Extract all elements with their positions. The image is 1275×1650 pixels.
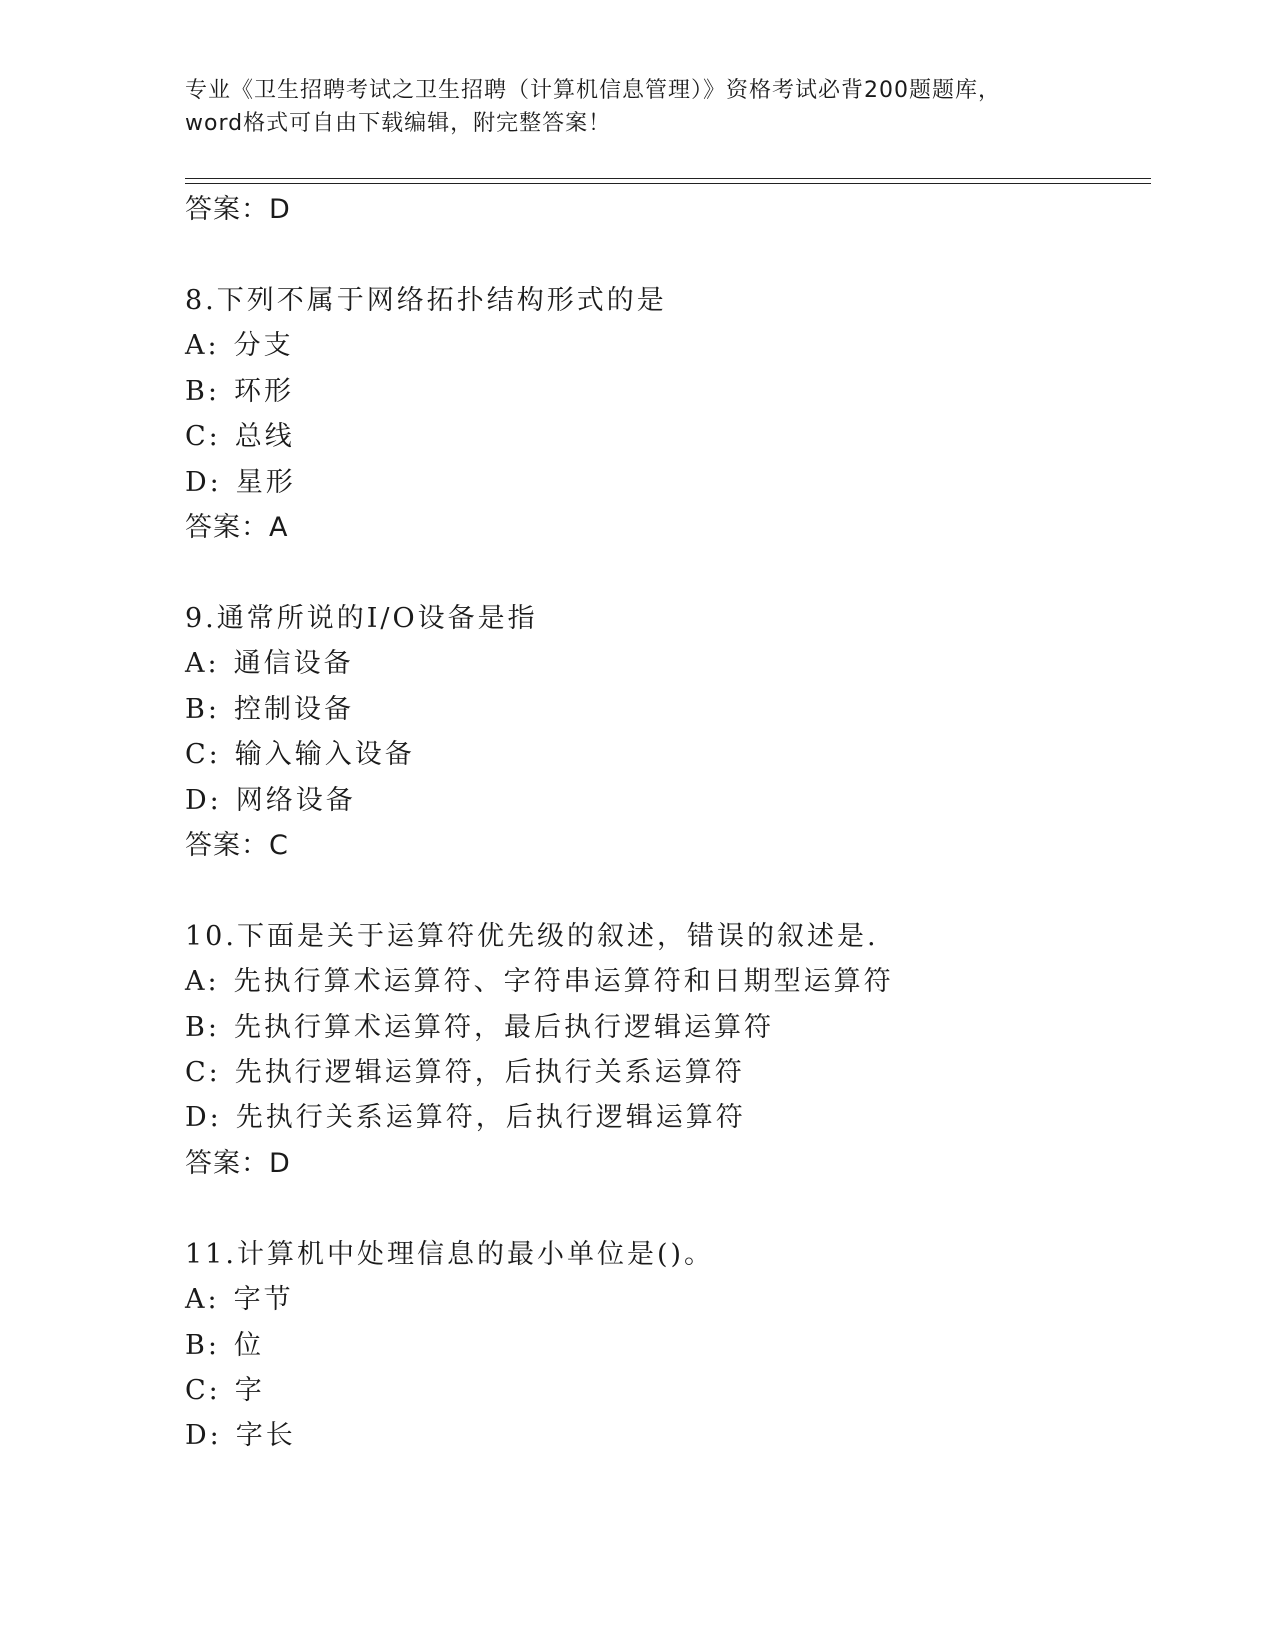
option-text: 控制设备 — [233, 693, 354, 725]
option-text: 网络设备 — [235, 784, 356, 816]
option-text: 星形 — [235, 466, 296, 498]
option-b — [185, 1323, 1145, 1368]
question-text: 10.下面是关于运算符优先级的叙述，错误的叙述是. — [185, 920, 879, 952]
option-letter: C: — [185, 739, 221, 771]
answer-line: 答案：A — [185, 511, 289, 543]
option-d — [185, 460, 1145, 505]
option-c — [185, 414, 1145, 459]
option-text: 位 — [233, 1329, 264, 1361]
header-rule-top — [185, 178, 1151, 179]
option-d — [185, 778, 1145, 823]
option-text: 先执行关系运算符，后执行逻辑运算符 — [235, 1102, 746, 1134]
option-text: 字 — [234, 1375, 265, 1407]
option-letter: C: — [185, 1057, 221, 1089]
option-letter: D: — [185, 466, 222, 498]
question-block — [185, 914, 1145, 1187]
option-text: 先执行算术运算符、字符串运算符和日期型运算符 — [233, 966, 894, 998]
option-a — [185, 959, 1145, 1004]
option-letter: D: — [185, 1102, 222, 1134]
question-text: 11.计算机中处理信息的最小单位是()。 — [185, 1238, 715, 1270]
option-text: 总线 — [234, 421, 295, 453]
option-letter: A: — [185, 330, 220, 362]
answer-line: 答案：D — [185, 1147, 291, 1179]
header-line-2: word格式可自由下载编辑，附完整答案！ — [185, 111, 612, 136]
option-b — [185, 369, 1145, 414]
option-text: 通信设备 — [233, 648, 354, 680]
option-letter: A: — [185, 966, 220, 998]
question-block — [185, 278, 1145, 551]
option-letter: C: — [185, 1375, 221, 1407]
option-letter: A: — [185, 648, 220, 680]
header-line-1: 专业《卫生招聘考试之卫生招聘（计算机信息管理）》资格考试必背200题题库， — [185, 78, 1001, 103]
option-letter: B: — [185, 1011, 220, 1043]
option-text: 先执行算术运算符，最后执行逻辑运算符 — [233, 1011, 774, 1043]
question-block — [185, 596, 1145, 869]
option-d — [185, 1095, 1145, 1140]
option-c — [185, 732, 1145, 777]
answer-line: 答案：C — [185, 829, 289, 861]
header-rule-bottom — [185, 183, 1151, 184]
option-letter: B: — [185, 1329, 220, 1361]
question-text: 8.下列不属于网络拓扑结构形式的是 — [185, 285, 667, 316]
option-letter: A: — [185, 1284, 220, 1316]
option-b — [185, 687, 1145, 732]
option-c — [185, 1050, 1145, 1095]
question-block — [185, 1232, 1145, 1459]
option-b — [185, 1005, 1145, 1050]
option-text: 先执行逻辑运算符，后执行关系运算符 — [234, 1057, 745, 1089]
document-header — [185, 74, 1085, 140]
option-text: 字节 — [233, 1284, 294, 1316]
option-a — [185, 641, 1145, 686]
answer-line: 答案：D — [185, 194, 291, 225]
question-list — [185, 187, 1145, 1459]
option-text: 环形 — [233, 375, 294, 407]
option-d — [185, 1413, 1145, 1458]
option-letter: B: — [185, 375, 220, 407]
question-text: 9.通常所说的I/O设备是指 — [185, 602, 538, 634]
option-a — [185, 1277, 1145, 1322]
option-a — [185, 323, 1145, 368]
option-letter: C: — [185, 421, 221, 453]
option-c — [185, 1368, 1145, 1413]
option-letter: B: — [185, 693, 220, 725]
option-letter: D: — [185, 784, 222, 816]
option-letter: D: — [185, 1420, 222, 1452]
option-text: 输入输入设备 — [234, 739, 415, 771]
option-text: 分支 — [233, 330, 294, 362]
option-text: 字长 — [235, 1420, 296, 1452]
